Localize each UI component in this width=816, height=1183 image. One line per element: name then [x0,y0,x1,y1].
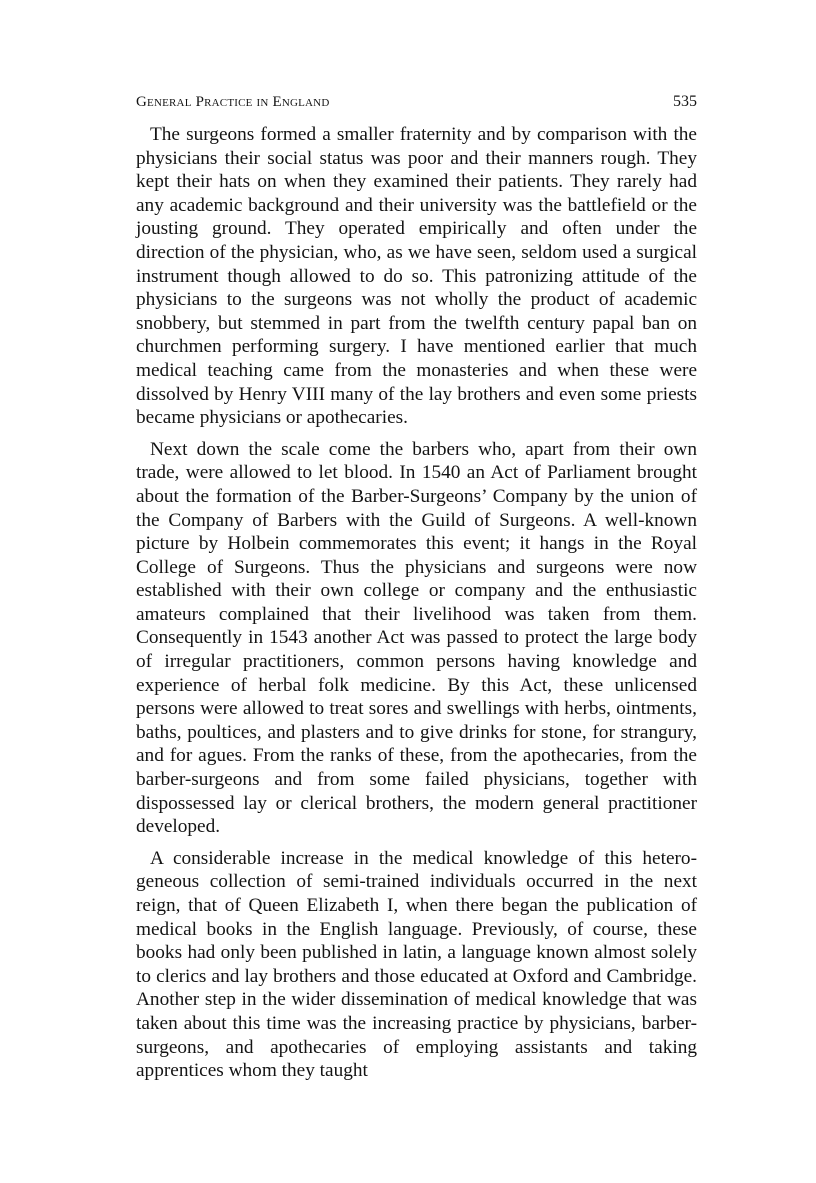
paragraph-surgeons: The surgeons formed a smaller fraternity and by comparison with the physicians their social status was poor and their manners rough. They kept their hats on when they examined their patients. They rarely had any academic background and their university was the battlefield or the jousting ground. They operated empirically and often under the direction of the physician, who, as we have seen, seldom used a surgical instrument though allowed to do so. This patronizing attitude of the physicians to the surgeons was not wholly the product of academic snobbery, but stemmed in part from the twelfth century papal ban on churchmen performing surgery. I have mentioned earlier that much medical teaching came from the monasteries and when these were dissolved by Henry VIII many of the lay brothers and even some priests became physicians or apothecaries. [136,124,697,429]
paragraph-barbers: Next down the scale come the barbers who, apart from their own trade, were allowed to let blood. In 1540 an Act of Parliament brought about the formation of the Barber-Surgeons’ Company by the union of the Company of Barbers with the Guild of Surgeons. A well-known picture by Holbein commemorates this event; it hangs in the Royal College of Surgeons. Thus the physicians and surgeons were now established with their own college or company and the enthusiastic amateurs complained that their livelihood was taken from them. Consequently in 1543 another Act was passed to protect the large body of irregular practitioners, common persons having knowledge and experience of herbal folk medicine. By this Act, these unlicensed persons were allowed to treat sores and swellings with herbs, ointments, baths, poultices, and plasters and to give drinks for stone, for strangury, and for agues. From the ranks of these, from the apothecaries, from the barber-surgeons and from some failed physicians, together with dispossessed lay or clerical brothers, the modern general practitioner developed. [136,438,697,838]
body-text [136,123,697,1083]
document-page [136,93,697,1083]
page-number: 535 [673,93,697,110]
paragraph-medical-books: A considerable increase in the medical knowledge of this heterogeneous collection of semi-trained individuals occurred in the next reign, that of Queen Elizabeth I, when there began the publication of medical books in the English language. Previously, of course, these books had only been published in latin, a language known almost solely to clerics and lay brothers and those educated at Oxford and Cambridge. Another step in the wider dissemination of medical knowledge that was taken about this time was the increasing practice by physicians, barber-surgeons, and apothecaries of employing assistants and taking apprentices whom they taught [136,847,697,1082]
running-header [136,93,697,119]
running-title: General Practice in England [136,94,330,110]
